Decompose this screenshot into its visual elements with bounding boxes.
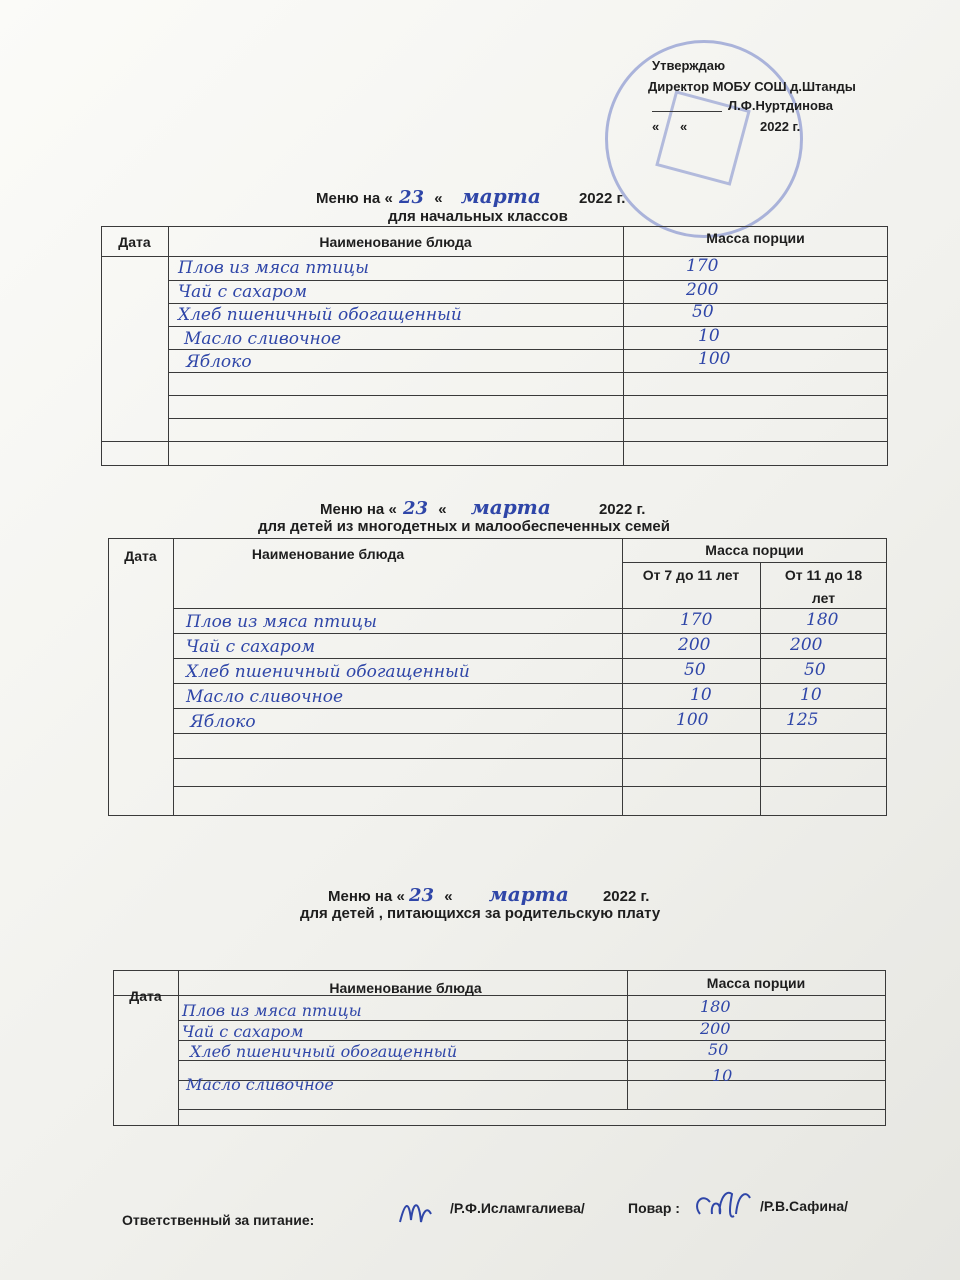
approval-date-open: « <box>652 119 660 134</box>
menu3-title-prefix: Меню на « <box>328 888 405 905</box>
menu3-row-dish: Плов из мяса птицы <box>182 1001 362 1020</box>
menu2-header-age1: От 7 до 11 лет <box>642 567 740 583</box>
menu3-year: 2022 г. <box>602 888 650 905</box>
menu1-row-dish: Плов из мяса птицы <box>178 258 369 278</box>
responsible-label: Ответственный за питание: <box>122 1212 315 1228</box>
menu1-row-dish: Чай с сахаром <box>178 282 308 302</box>
menu2-row-mass-7-11: 100 <box>676 710 709 730</box>
menu3-subtitle: для детей , питающихся за родительскую плату <box>300 905 661 922</box>
cook-signature <box>690 1184 760 1233</box>
cook-label: Повар : <box>628 1200 680 1216</box>
approval-date-mid: « <box>680 119 688 134</box>
menu2-row-mass-7-11: 10 <box>690 685 712 705</box>
menu2-row-dish: Масло сливочное <box>186 687 344 707</box>
menu1-row-mass: 100 <box>698 349 731 369</box>
cook-name: /Р.В.Сафина/ <box>760 1198 849 1214</box>
menu1-row-mass: 200 <box>686 280 719 300</box>
menu3-row-mass: 180 <box>700 997 731 1016</box>
menu2-header-date: Дата <box>124 548 157 564</box>
menu2-header-mass: Масса порции <box>705 542 804 558</box>
menu1-row-dish: Масло сливочное <box>184 329 342 349</box>
approval-date-year: 2022 г. <box>760 119 801 134</box>
responsible-name: /Р.Ф.Исламгалиева/ <box>450 1200 585 1216</box>
menu2-row-mass-11-18: 125 <box>786 710 819 730</box>
menu3-row-dish: Чай с сахаром <box>182 1022 304 1041</box>
signature-line <box>652 111 722 112</box>
menu2-day: 23 <box>402 498 429 519</box>
menu1-row-mass: 50 <box>692 302 714 322</box>
menu1-title <box>316 184 625 208</box>
menu3-header-dish: Наименование блюда <box>329 980 482 996</box>
menu2-header-age2-b: лет <box>811 590 836 606</box>
menu1-row-dish: Хлеб пшеничный обогащенный <box>178 305 462 325</box>
menu3-sep: « <box>444 888 453 905</box>
menu1-month: марта <box>460 184 541 208</box>
menu2-row-mass-7-11: 50 <box>684 660 706 680</box>
menu2-sep: « <box>438 501 447 518</box>
menu1-row-mass: 170 <box>686 256 719 276</box>
menu3-day: 23 <box>408 885 435 906</box>
menu2-month: марта <box>470 495 551 519</box>
menu2-subtitle: для детей из многодетных и малообеспеченных семей <box>258 518 670 535</box>
menu1-header-dish: Наименование блюда <box>319 234 472 250</box>
responsible-signature <box>395 1192 435 1237</box>
menu2-row-dish: Хлеб пшеничный обогащенный <box>186 662 470 682</box>
menu2-row-dish: Яблоко <box>190 712 256 732</box>
menu2-title-prefix: Меню на « <box>320 501 397 518</box>
menu1-header-mass: Масса порции <box>706 230 805 246</box>
menu1-title-prefix: Меню на « <box>316 190 393 207</box>
menu3-header-mass: Масса порции <box>706 975 806 991</box>
menu3-row-dish: Хлеб пшеничный обогащенный <box>190 1042 458 1061</box>
menu2-row-mass-11-18: 10 <box>800 685 822 705</box>
approval-title: Утверждаю <box>652 58 726 73</box>
menu2-header-dish: Наименование блюда <box>251 546 405 562</box>
menu2-row-dish: Плов из мяса птицы <box>186 612 377 632</box>
menu2-row-dish: Чай с сахаром <box>186 637 316 657</box>
menu2-header-age2-a: От 11 до 18 <box>784 567 863 583</box>
menu2-row-mass-11-18: 200 <box>790 635 823 655</box>
menu3-header-date: Дата <box>129 988 162 1004</box>
menu1-row-mass: 10 <box>698 326 720 346</box>
menu2-title <box>320 495 645 519</box>
approval-name: Л.Ф.Нуртдинова <box>728 98 833 113</box>
menu1-subtitle: для начальных классов <box>388 208 568 225</box>
menu3-row-mass: 10 <box>712 1066 733 1085</box>
menu2-row-mass-7-11: 170 <box>680 610 713 630</box>
approval-position: Директор МОБУ СОШ д.Штанды <box>648 79 856 94</box>
menu3-row-dish: Масло сливочное <box>186 1075 334 1094</box>
menu2-row-mass-7-11: 200 <box>678 635 711 655</box>
menu1-header-date: Дата <box>118 234 151 250</box>
menu1-sep: « <box>434 190 443 207</box>
menu2-row-mass-11-18: 50 <box>804 660 826 680</box>
menu3-title <box>328 882 649 906</box>
menu2-year: 2022 г. <box>598 501 646 518</box>
menu1-row-dish: Яблоко <box>186 352 252 372</box>
menu3-row-mass: 200 <box>700 1019 731 1038</box>
menu1-year: 2022 г. <box>578 190 626 207</box>
menu2-row-mass-11-18: 180 <box>806 610 839 630</box>
menu1-day: 23 <box>398 187 425 208</box>
menu3-month: марта <box>488 882 569 906</box>
menu3-row-mass: 50 <box>708 1040 729 1059</box>
